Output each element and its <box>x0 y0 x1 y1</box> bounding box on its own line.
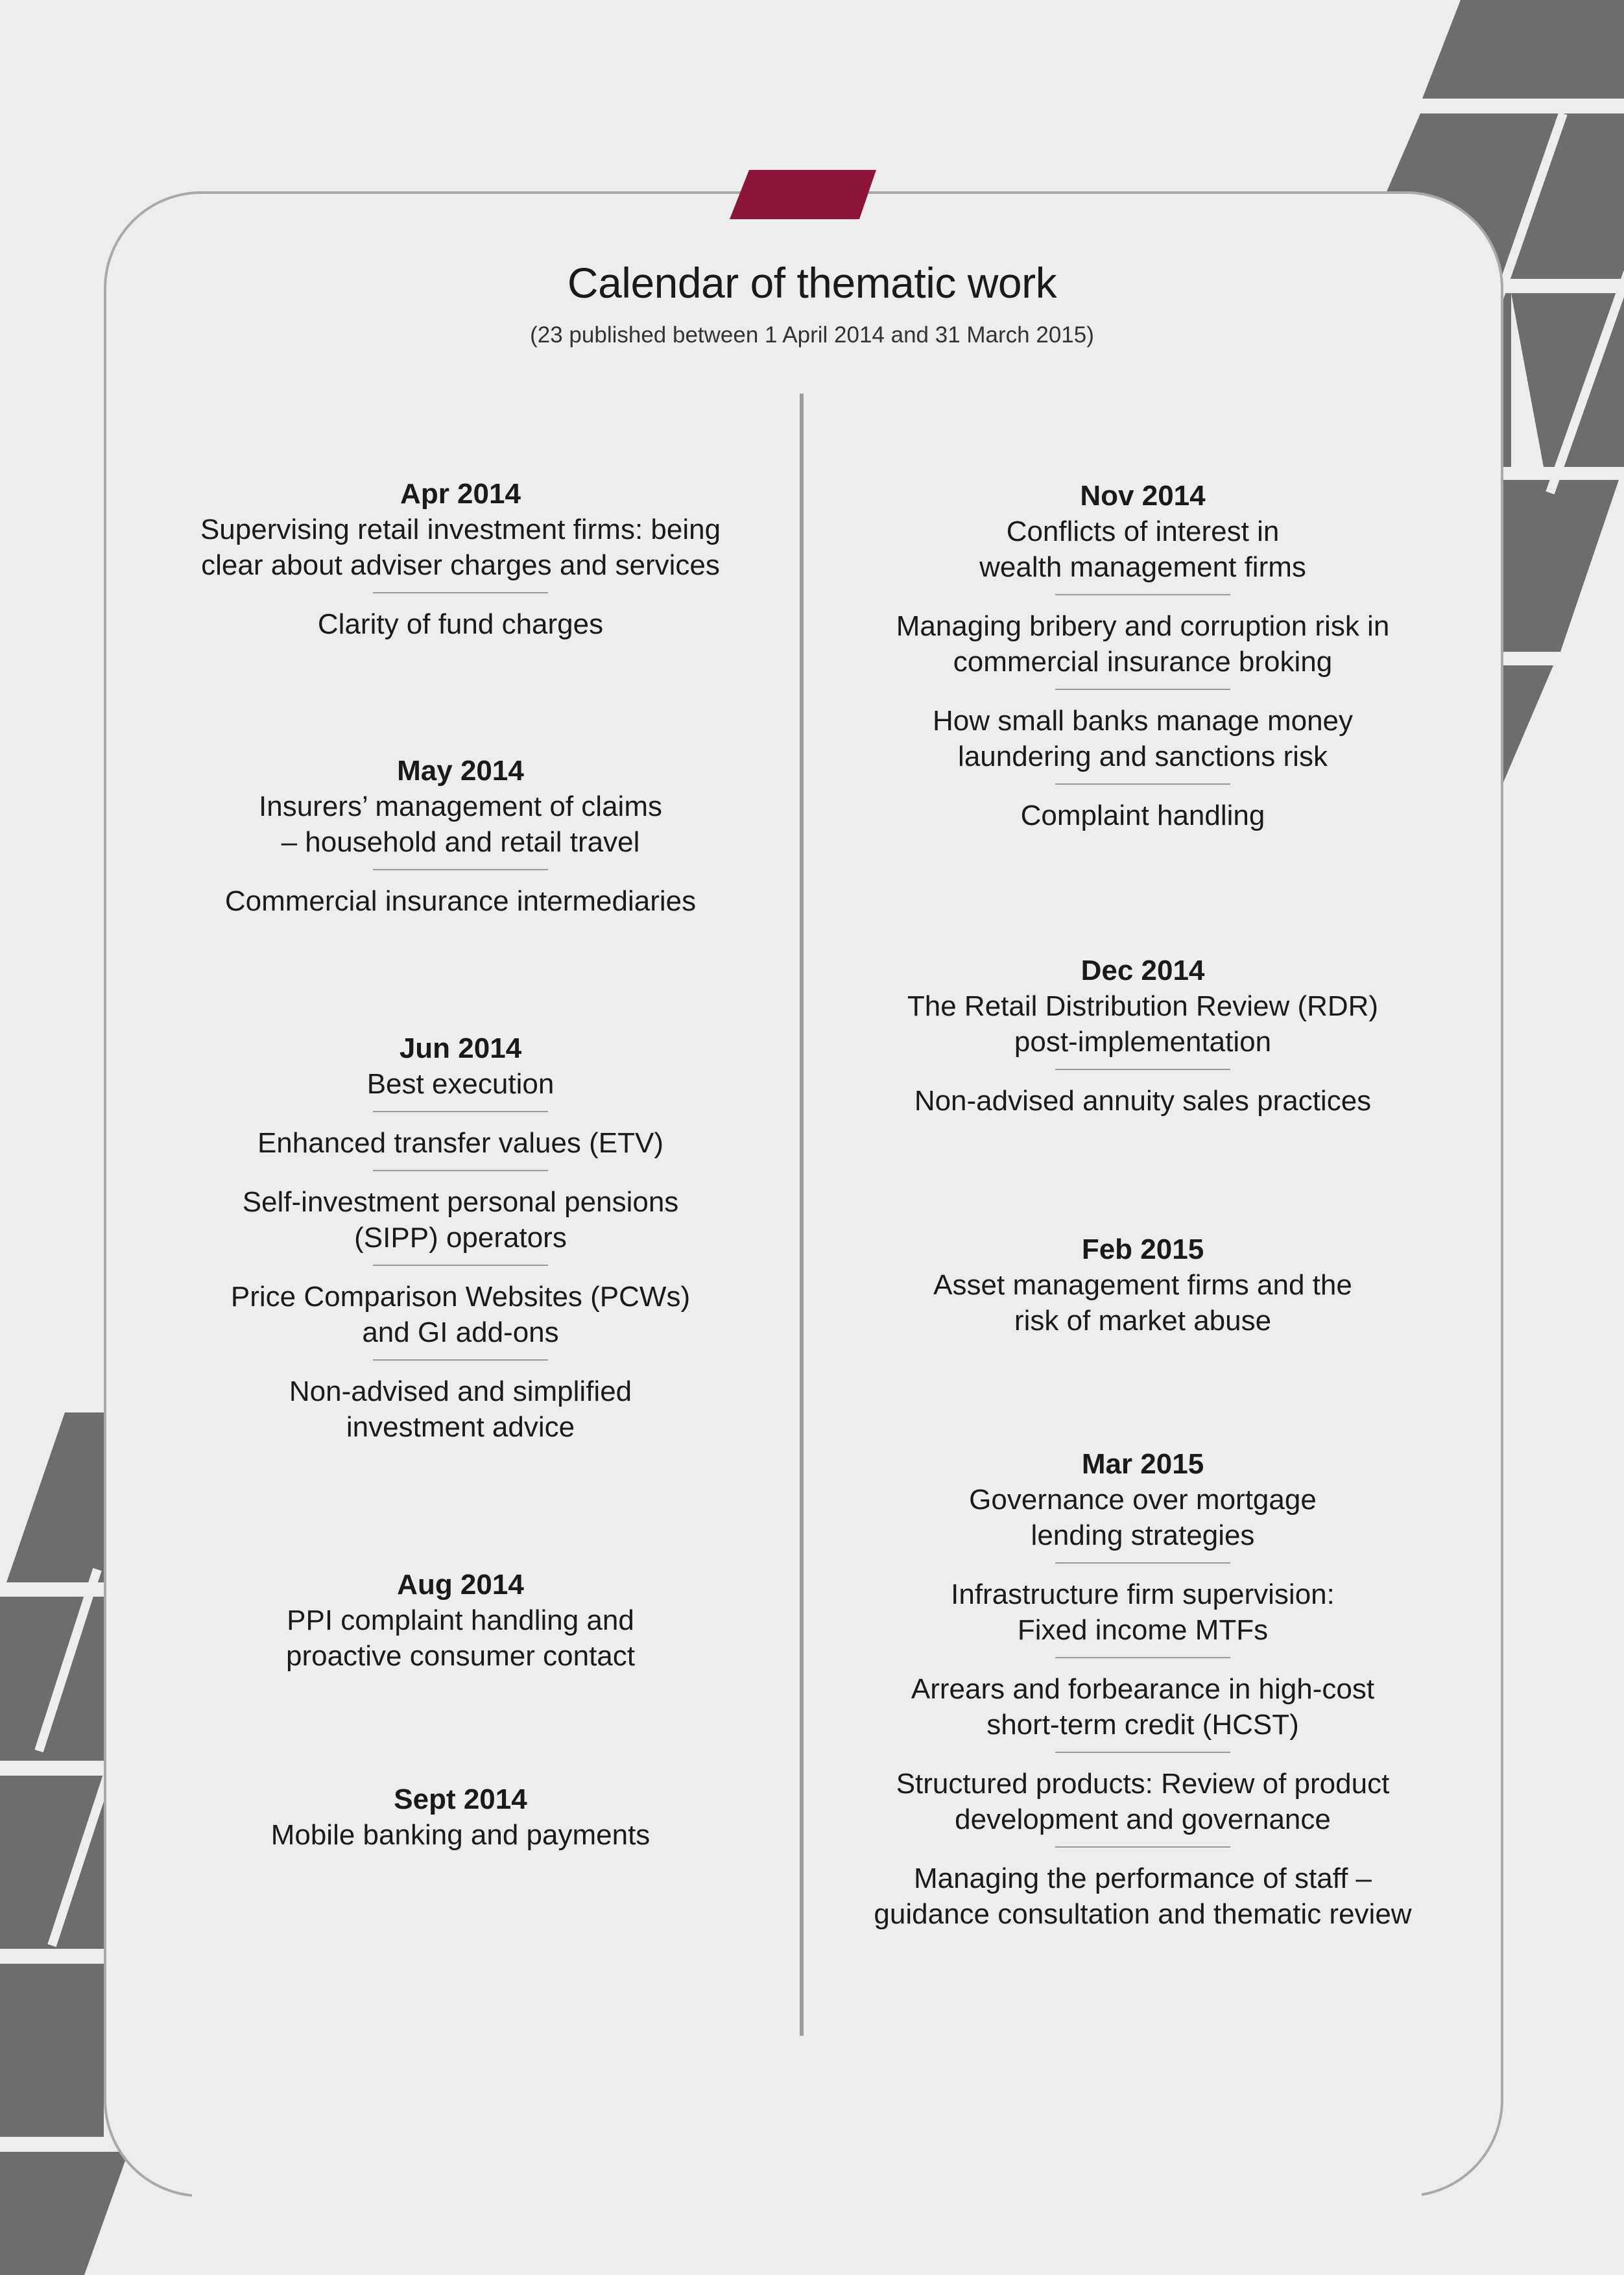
thematic-item: Supervising retail investment firms: being clear about adviser charges and services <box>200 514 721 581</box>
item-separator <box>1055 1069 1230 1070</box>
item-separator <box>1055 594 1230 595</box>
thematic-item: Complaint handling <box>1020 800 1265 831</box>
thematic-item: Clarity of fund charges <box>317 608 604 640</box>
item-separator <box>1055 1657 1230 1658</box>
item-separator <box>373 1359 548 1361</box>
thematic-item: Arrears and forbearance in high-cost short-term credit (HCST) <box>911 1673 1375 1741</box>
thematic-item: PPI complaint handling and proactive consumer contact <box>285 1604 636 1672</box>
month-label: Sept 2014 <box>394 1783 527 1815</box>
thematic-item: Commercial insurance intermediaries <box>224 885 697 917</box>
thematic-item: Managing the performance of staff – guidance consultation and thematic review <box>874 1863 1412 1930</box>
thematic-item: Structured products: Review of product development and governance <box>896 1768 1390 1835</box>
thematic-item: Governance over mortgage lending strategies <box>969 1484 1317 1551</box>
thematic-item: Price Comparison Websites (PCWs) and GI add-ons <box>230 1281 691 1348</box>
thematic-item: Asset management firms and the risk of market abuse <box>933 1269 1352 1337</box>
item-separator <box>373 869 548 870</box>
thematic-item: Managing bribery and corruption risk in commercial insurance broking <box>896 610 1390 678</box>
month-block <box>818 479 1467 833</box>
month-label: May 2014 <box>397 755 524 787</box>
month-label: Jun 2014 <box>399 1032 522 1064</box>
item-separator <box>1055 689 1230 690</box>
item-separator <box>1055 1562 1230 1564</box>
thematic-item: Insurers’ management of claims – household and retail travel <box>259 791 662 858</box>
month-block <box>818 953 1467 1119</box>
month-block <box>136 477 785 642</box>
item-separator <box>373 1265 548 1266</box>
item-separator <box>373 1111 548 1112</box>
month-label: Feb 2015 <box>1081 1233 1204 1265</box>
item-separator <box>1055 1846 1230 1848</box>
thematic-item: Mobile banking and payments <box>270 1819 651 1851</box>
thematic-item: Enhanced transfer values (ETV) <box>257 1127 664 1159</box>
thematic-item: The Retail Distribution Review (RDR) post-implementation <box>907 990 1379 1058</box>
month-block <box>136 1567 785 1674</box>
left-column <box>136 0 785 2275</box>
right-column <box>818 0 1467 2275</box>
thematic-item: Non-advised annuity sales practices <box>914 1085 1372 1117</box>
thematic-item: How small banks manage money laundering and sanctions risk <box>932 705 1354 772</box>
month-block <box>136 1031 785 1445</box>
column-divider <box>800 394 804 2036</box>
month-label: Aug 2014 <box>397 1569 524 1601</box>
month-label: Apr 2014 <box>400 478 521 510</box>
item-separator <box>1055 1752 1230 1753</box>
item-separator <box>1055 783 1230 785</box>
month-label: Dec 2014 <box>1081 955 1205 986</box>
item-separator <box>373 1170 548 1171</box>
month-block <box>818 1447 1467 1932</box>
month-label: Mar 2015 <box>1081 1448 1204 1480</box>
item-separator <box>373 592 548 593</box>
page-subtitle: (23 published between 1 April 2014 and 31 March 2015) <box>530 322 1094 348</box>
month-block <box>818 1232 1467 1339</box>
thematic-item: Self-investment personal pensions (SIPP) operators <box>242 1186 679 1254</box>
month-label: Nov 2014 <box>1080 480 1206 512</box>
thematic-item: Best execution <box>366 1068 555 1100</box>
thematic-item: Conflicts of interest in wealth management firms <box>979 516 1306 583</box>
month-block <box>136 754 785 919</box>
thematic-item: Infrastructure firm supervision: Fixed income MTFs <box>951 1578 1335 1646</box>
thematic-item: Non-advised and simplified investment advice <box>289 1376 632 1443</box>
month-block <box>136 1782 785 1853</box>
page-title: Calendar of thematic work <box>567 259 1057 307</box>
